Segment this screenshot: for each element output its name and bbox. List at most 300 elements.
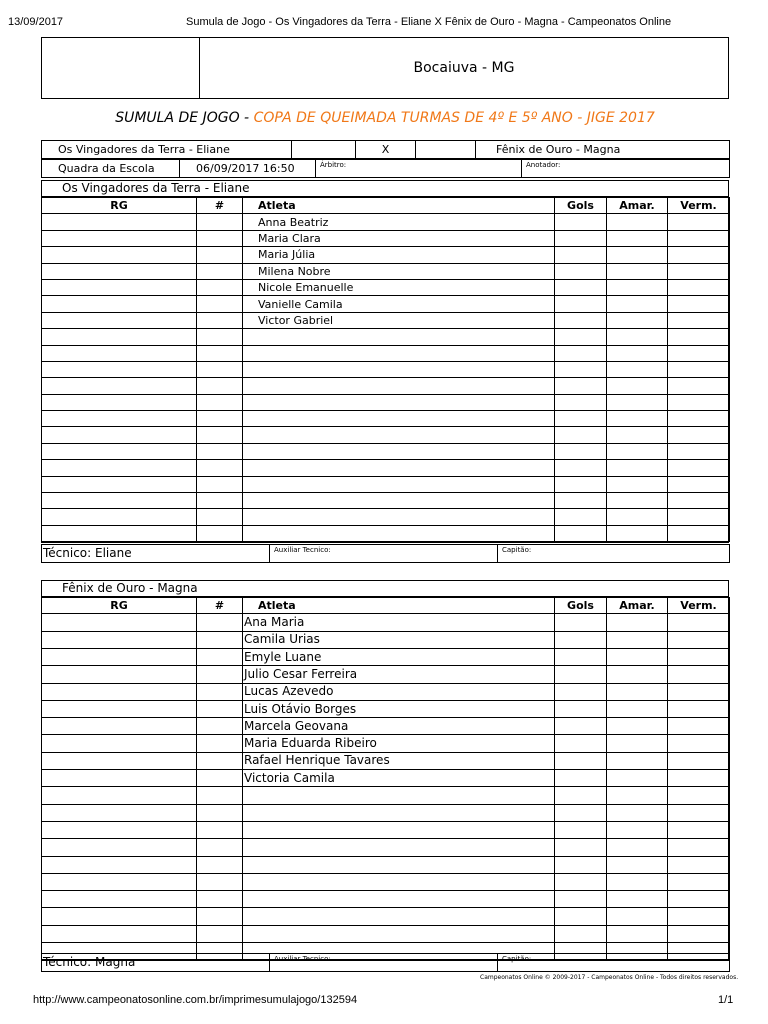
athlete-cell: Victoria Camila xyxy=(243,770,555,787)
athlete-cell: Victor Gabriel xyxy=(243,312,555,328)
number-cell xyxy=(197,214,243,230)
rg-cell xyxy=(42,735,197,752)
goals-cell xyxy=(555,804,607,821)
athlete-cell xyxy=(243,361,555,377)
rg-cell xyxy=(42,230,197,246)
yellow-card-cell xyxy=(607,230,668,246)
col-red: Verm. xyxy=(668,198,730,214)
yellow-card-cell xyxy=(607,839,668,856)
venue: Quadra da Escola xyxy=(42,160,180,178)
athlete-cell xyxy=(243,821,555,838)
table-row xyxy=(42,509,730,525)
yellow-card-cell xyxy=(607,700,668,717)
athlete-cell xyxy=(243,411,555,427)
table-row xyxy=(42,614,730,631)
goals-cell xyxy=(555,666,607,683)
goals-cell xyxy=(555,718,607,735)
number-cell xyxy=(197,908,243,925)
table-row xyxy=(42,804,730,821)
red-card-cell xyxy=(668,700,730,717)
table-row xyxy=(42,427,730,443)
red-card-cell xyxy=(668,787,730,804)
number-cell xyxy=(197,804,243,821)
yellow-card-cell xyxy=(607,804,668,821)
goals-cell xyxy=(555,296,607,312)
goals-cell xyxy=(555,361,607,377)
goals-cell xyxy=(555,247,607,263)
table-row xyxy=(42,476,730,492)
goals-cell xyxy=(555,839,607,856)
number-cell xyxy=(197,476,243,492)
red-card-cell xyxy=(668,908,730,925)
rg-cell xyxy=(42,296,197,312)
table-row xyxy=(42,735,730,752)
athlete-cell xyxy=(243,476,555,492)
roster-table xyxy=(41,197,730,542)
table-row xyxy=(42,460,730,476)
athlete-cell: Lucas Azevedo xyxy=(243,683,555,700)
rg-cell xyxy=(42,263,197,279)
rg-cell xyxy=(42,443,197,459)
roster-table xyxy=(41,597,730,960)
col-number: # xyxy=(197,198,243,214)
goals-cell xyxy=(555,873,607,890)
rg-cell xyxy=(42,770,197,787)
number-cell xyxy=(197,361,243,377)
yellow-card-cell xyxy=(607,614,668,631)
yellow-card-cell xyxy=(607,411,668,427)
red-card-cell xyxy=(668,230,730,246)
athlete-cell: Julio Cesar Ferreira xyxy=(243,666,555,683)
col-red: Verm. xyxy=(668,598,730,614)
assistant-coach-field: Auxiliar Tecnico: xyxy=(270,545,498,563)
table-row xyxy=(42,411,730,427)
goals-cell xyxy=(555,214,607,230)
goals-cell xyxy=(555,735,607,752)
goals-cell xyxy=(555,460,607,476)
rg-cell xyxy=(42,361,197,377)
col-goals: Gols xyxy=(555,598,607,614)
rg-cell xyxy=(42,718,197,735)
table-row xyxy=(42,525,730,541)
red-card-cell xyxy=(668,873,730,890)
yellow-card-cell xyxy=(607,752,668,769)
yellow-card-cell xyxy=(607,873,668,890)
versus-label: X xyxy=(356,141,416,159)
athlete-cell: Maria Clara xyxy=(243,230,555,246)
number-cell xyxy=(197,839,243,856)
goals-cell xyxy=(555,683,607,700)
number-cell xyxy=(197,683,243,700)
yellow-card-cell xyxy=(607,908,668,925)
athlete-cell xyxy=(243,427,555,443)
table-row xyxy=(42,214,730,230)
table-row xyxy=(42,821,730,838)
table-row xyxy=(42,329,730,345)
number-cell xyxy=(197,411,243,427)
athlete-cell: Rafael Henrique Tavares xyxy=(243,752,555,769)
athlete-cell xyxy=(243,891,555,908)
number-cell xyxy=(197,427,243,443)
yellow-card-cell xyxy=(607,214,668,230)
number-cell xyxy=(197,700,243,717)
rg-cell xyxy=(42,247,197,263)
goals-cell xyxy=(555,411,607,427)
red-card-cell xyxy=(668,614,730,631)
number-cell xyxy=(197,230,243,246)
copyright-note: Campeonatos Online © 2009-2017 - Campeonatos Online - Todos direitos reservados. xyxy=(480,974,739,981)
number-cell xyxy=(197,631,243,648)
table-row xyxy=(42,752,730,769)
print-date: 13/09/2017 xyxy=(8,16,64,28)
col-athlete: Atleta xyxy=(243,198,555,214)
yellow-card-cell xyxy=(607,476,668,492)
rg-cell xyxy=(42,378,197,394)
athlete-cell: Luis Otávio Borges xyxy=(243,700,555,717)
goals-cell xyxy=(555,329,607,345)
goals-cell xyxy=(555,821,607,838)
number-cell xyxy=(197,891,243,908)
goals-cell xyxy=(555,856,607,873)
red-card-cell xyxy=(668,666,730,683)
col-yellow: Amar. xyxy=(607,598,668,614)
goals-cell xyxy=(555,427,607,443)
athlete-cell xyxy=(243,345,555,361)
red-card-cell xyxy=(668,476,730,492)
number-cell xyxy=(197,460,243,476)
athlete-cell: Marcela Geovana xyxy=(243,718,555,735)
athlete-cell: Anna Beatriz xyxy=(243,214,555,230)
athlete-cell xyxy=(243,378,555,394)
number-cell xyxy=(197,735,243,752)
report-title xyxy=(41,110,729,126)
yellow-card-cell xyxy=(607,648,668,665)
rg-cell xyxy=(42,856,197,873)
number-cell xyxy=(197,443,243,459)
yellow-card-cell xyxy=(607,378,668,394)
rg-cell xyxy=(42,460,197,476)
goals-cell xyxy=(555,394,607,410)
goals-cell xyxy=(555,263,607,279)
athlete-cell: Nicole Emanuelle xyxy=(243,279,555,295)
coach-name: Técnico: Eliane xyxy=(42,545,270,563)
red-card-cell xyxy=(668,296,730,312)
red-card-cell xyxy=(668,378,730,394)
number-cell xyxy=(197,345,243,361)
rg-cell xyxy=(42,908,197,925)
red-card-cell xyxy=(668,279,730,295)
rg-cell xyxy=(42,787,197,804)
athlete-cell xyxy=(243,925,555,942)
red-card-cell xyxy=(668,493,730,509)
number-cell xyxy=(197,873,243,890)
yellow-card-cell xyxy=(607,509,668,525)
red-card-cell xyxy=(668,683,730,700)
number-cell xyxy=(197,770,243,787)
print-page-number: 1/1 xyxy=(718,994,734,1006)
rg-cell xyxy=(42,683,197,700)
staff-home xyxy=(41,544,730,563)
athlete-cell xyxy=(243,787,555,804)
number-cell xyxy=(197,263,243,279)
red-card-cell xyxy=(668,525,730,541)
rg-cell xyxy=(42,525,197,541)
yellow-card-cell xyxy=(607,263,668,279)
athlete-cell xyxy=(243,443,555,459)
rg-cell xyxy=(42,873,197,890)
home-score xyxy=(292,141,356,159)
captain-field: Capitão: xyxy=(498,545,730,563)
red-card-cell xyxy=(668,856,730,873)
red-card-cell xyxy=(668,891,730,908)
number-cell xyxy=(197,394,243,410)
number-cell xyxy=(197,493,243,509)
goals-cell xyxy=(555,752,607,769)
table-row xyxy=(42,648,730,665)
yellow-card-cell xyxy=(607,925,668,942)
goals-cell xyxy=(555,230,607,246)
rg-cell xyxy=(42,214,197,230)
col-goals: Gols xyxy=(555,198,607,214)
goals-cell xyxy=(555,443,607,459)
athlete-cell: Ana Maria xyxy=(243,614,555,631)
red-card-cell xyxy=(668,214,730,230)
athlete-cell: Camila Urias xyxy=(243,631,555,648)
athlete-cell: Vanielle Camila xyxy=(243,296,555,312)
match-table xyxy=(41,140,730,159)
number-cell xyxy=(197,296,243,312)
col-rg: RG xyxy=(42,598,197,614)
table-row xyxy=(42,839,730,856)
location-label: Bocaiuva - MG xyxy=(413,60,515,76)
goals-cell xyxy=(555,891,607,908)
athlete-cell xyxy=(243,329,555,345)
yellow-card-cell xyxy=(607,460,668,476)
yellow-card-cell xyxy=(607,296,668,312)
athlete-cell xyxy=(243,873,555,890)
goals-cell xyxy=(555,648,607,665)
red-card-cell xyxy=(668,443,730,459)
rg-cell xyxy=(42,804,197,821)
red-card-cell xyxy=(668,752,730,769)
table-row xyxy=(42,925,730,942)
col-yellow: Amar. xyxy=(607,198,668,214)
athlete-cell xyxy=(243,493,555,509)
yellow-card-cell xyxy=(607,361,668,377)
goals-cell xyxy=(555,476,607,492)
athlete-cell xyxy=(243,394,555,410)
number-cell xyxy=(197,856,243,873)
yellow-card-cell xyxy=(607,493,668,509)
rg-cell xyxy=(42,329,197,345)
number-cell xyxy=(197,614,243,631)
col-athlete: Atleta xyxy=(243,598,555,614)
red-card-cell xyxy=(668,648,730,665)
col-rg: RG xyxy=(42,198,197,214)
assistant-coach-field: Auxiliar Tecnico: xyxy=(270,954,498,972)
rg-cell xyxy=(42,891,197,908)
red-card-cell xyxy=(668,631,730,648)
table-row xyxy=(42,683,730,700)
scorer-field: Anotador: xyxy=(522,160,730,178)
rg-cell xyxy=(42,509,197,525)
red-card-cell xyxy=(668,394,730,410)
red-card-cell xyxy=(668,411,730,427)
yellow-card-cell xyxy=(607,329,668,345)
yellow-card-cell xyxy=(607,279,668,295)
red-card-cell xyxy=(668,804,730,821)
red-card-cell xyxy=(668,718,730,735)
rg-cell xyxy=(42,411,197,427)
rg-cell xyxy=(42,614,197,631)
goals-cell xyxy=(555,345,607,361)
red-card-cell xyxy=(668,247,730,263)
table-row xyxy=(42,908,730,925)
athlete-cell xyxy=(243,908,555,925)
info-table xyxy=(41,159,730,178)
red-card-cell xyxy=(668,509,730,525)
number-cell xyxy=(197,329,243,345)
table-row xyxy=(42,345,730,361)
rg-cell xyxy=(42,312,197,328)
goals-cell xyxy=(555,908,607,925)
table-row xyxy=(42,631,730,648)
rg-cell xyxy=(42,752,197,769)
goals-cell xyxy=(555,700,607,717)
number-cell xyxy=(197,925,243,942)
home-team: Os Vingadores da Terra - Eliane xyxy=(42,141,292,159)
athlete-cell xyxy=(243,509,555,525)
yellow-card-cell xyxy=(607,443,668,459)
table-row xyxy=(42,700,730,717)
yellow-card-cell xyxy=(607,856,668,873)
title-prefix: SUMULA DE JOGO - xyxy=(115,110,254,126)
print-page-title: Sumula de Jogo - Os Vingadores da Terra - Eliane X Fênix de Ouro - Magna - Campeonatos Online xyxy=(186,16,672,28)
athlete-cell: Milena Nobre xyxy=(243,263,555,279)
red-card-cell xyxy=(668,361,730,377)
table-row xyxy=(42,856,730,873)
rg-cell xyxy=(42,476,197,492)
staff-away xyxy=(41,953,730,972)
rg-cell xyxy=(42,648,197,665)
goals-cell xyxy=(555,312,607,328)
yellow-card-cell xyxy=(607,683,668,700)
yellow-card-cell xyxy=(607,427,668,443)
rg-cell xyxy=(42,700,197,717)
table-row xyxy=(42,263,730,279)
table-row xyxy=(42,230,730,246)
number-cell xyxy=(197,718,243,735)
yellow-card-cell xyxy=(607,345,668,361)
competition-name: COPA DE QUEIMADA TURMAS DE 4º E 5º ANO - JIGE 2017 xyxy=(253,110,655,126)
yellow-card-cell xyxy=(607,891,668,908)
goals-cell xyxy=(555,279,607,295)
red-card-cell xyxy=(668,312,730,328)
goals-cell xyxy=(555,631,607,648)
roster-team-name: Os Vingadores da Terra - Eliane xyxy=(42,181,728,197)
roster-team-name: Fênix de Ouro - Magna xyxy=(42,581,728,597)
goals-cell xyxy=(555,525,607,541)
yellow-card-cell xyxy=(607,787,668,804)
yellow-card-cell xyxy=(607,718,668,735)
coach-name: Técnico: Magna xyxy=(42,954,270,972)
athlete-cell: Maria Eduarda Ribeiro xyxy=(243,735,555,752)
rg-cell xyxy=(42,493,197,509)
rg-cell xyxy=(42,345,197,361)
red-card-cell xyxy=(668,460,730,476)
goals-cell xyxy=(555,509,607,525)
table-row xyxy=(42,378,730,394)
table-row xyxy=(42,666,730,683)
rg-cell xyxy=(42,394,197,410)
red-card-cell xyxy=(668,735,730,752)
goals-cell xyxy=(555,614,607,631)
col-number: # xyxy=(197,598,243,614)
roster-home xyxy=(41,180,729,543)
match-datetime: 06/09/2017 16:50 xyxy=(180,160,316,178)
rg-cell xyxy=(42,925,197,942)
athlete-cell xyxy=(243,839,555,856)
yellow-card-cell xyxy=(607,312,668,328)
number-cell xyxy=(197,378,243,394)
table-row xyxy=(42,787,730,804)
table-row xyxy=(42,296,730,312)
number-cell xyxy=(197,752,243,769)
number-cell xyxy=(197,247,243,263)
red-card-cell xyxy=(668,329,730,345)
yellow-card-cell xyxy=(607,394,668,410)
athlete-cell xyxy=(243,460,555,476)
athlete-cell xyxy=(243,856,555,873)
table-row xyxy=(42,312,730,328)
goals-cell xyxy=(555,787,607,804)
yellow-card-cell xyxy=(607,631,668,648)
number-cell xyxy=(197,525,243,541)
table-row xyxy=(42,493,730,509)
yellow-card-cell xyxy=(607,525,668,541)
athlete-cell xyxy=(243,525,555,541)
red-card-cell xyxy=(668,925,730,942)
rg-cell xyxy=(42,666,197,683)
away-team: Fênix de Ouro - Magna xyxy=(476,141,730,159)
table-row xyxy=(42,873,730,890)
yellow-card-cell xyxy=(607,821,668,838)
table-row xyxy=(42,718,730,735)
number-cell xyxy=(197,509,243,525)
athlete-cell xyxy=(243,804,555,821)
report-header xyxy=(41,37,729,99)
print-url: http://www.campeonatosonline.com.br/imprimesumulajogo/132594 xyxy=(33,994,358,1006)
number-cell xyxy=(197,666,243,683)
logo-area xyxy=(42,38,200,98)
athlete-cell: Emyle Luane xyxy=(243,648,555,665)
yellow-card-cell xyxy=(607,770,668,787)
red-card-cell xyxy=(668,770,730,787)
roster-away xyxy=(41,580,729,961)
captain-field: Capitão: xyxy=(498,954,730,972)
number-cell xyxy=(197,279,243,295)
rg-cell xyxy=(42,631,197,648)
goals-cell xyxy=(555,770,607,787)
table-row xyxy=(42,770,730,787)
number-cell xyxy=(197,787,243,804)
red-card-cell xyxy=(668,263,730,279)
rg-cell xyxy=(42,427,197,443)
goals-cell xyxy=(555,925,607,942)
table-row xyxy=(42,891,730,908)
table-row xyxy=(42,443,730,459)
table-row xyxy=(42,361,730,377)
